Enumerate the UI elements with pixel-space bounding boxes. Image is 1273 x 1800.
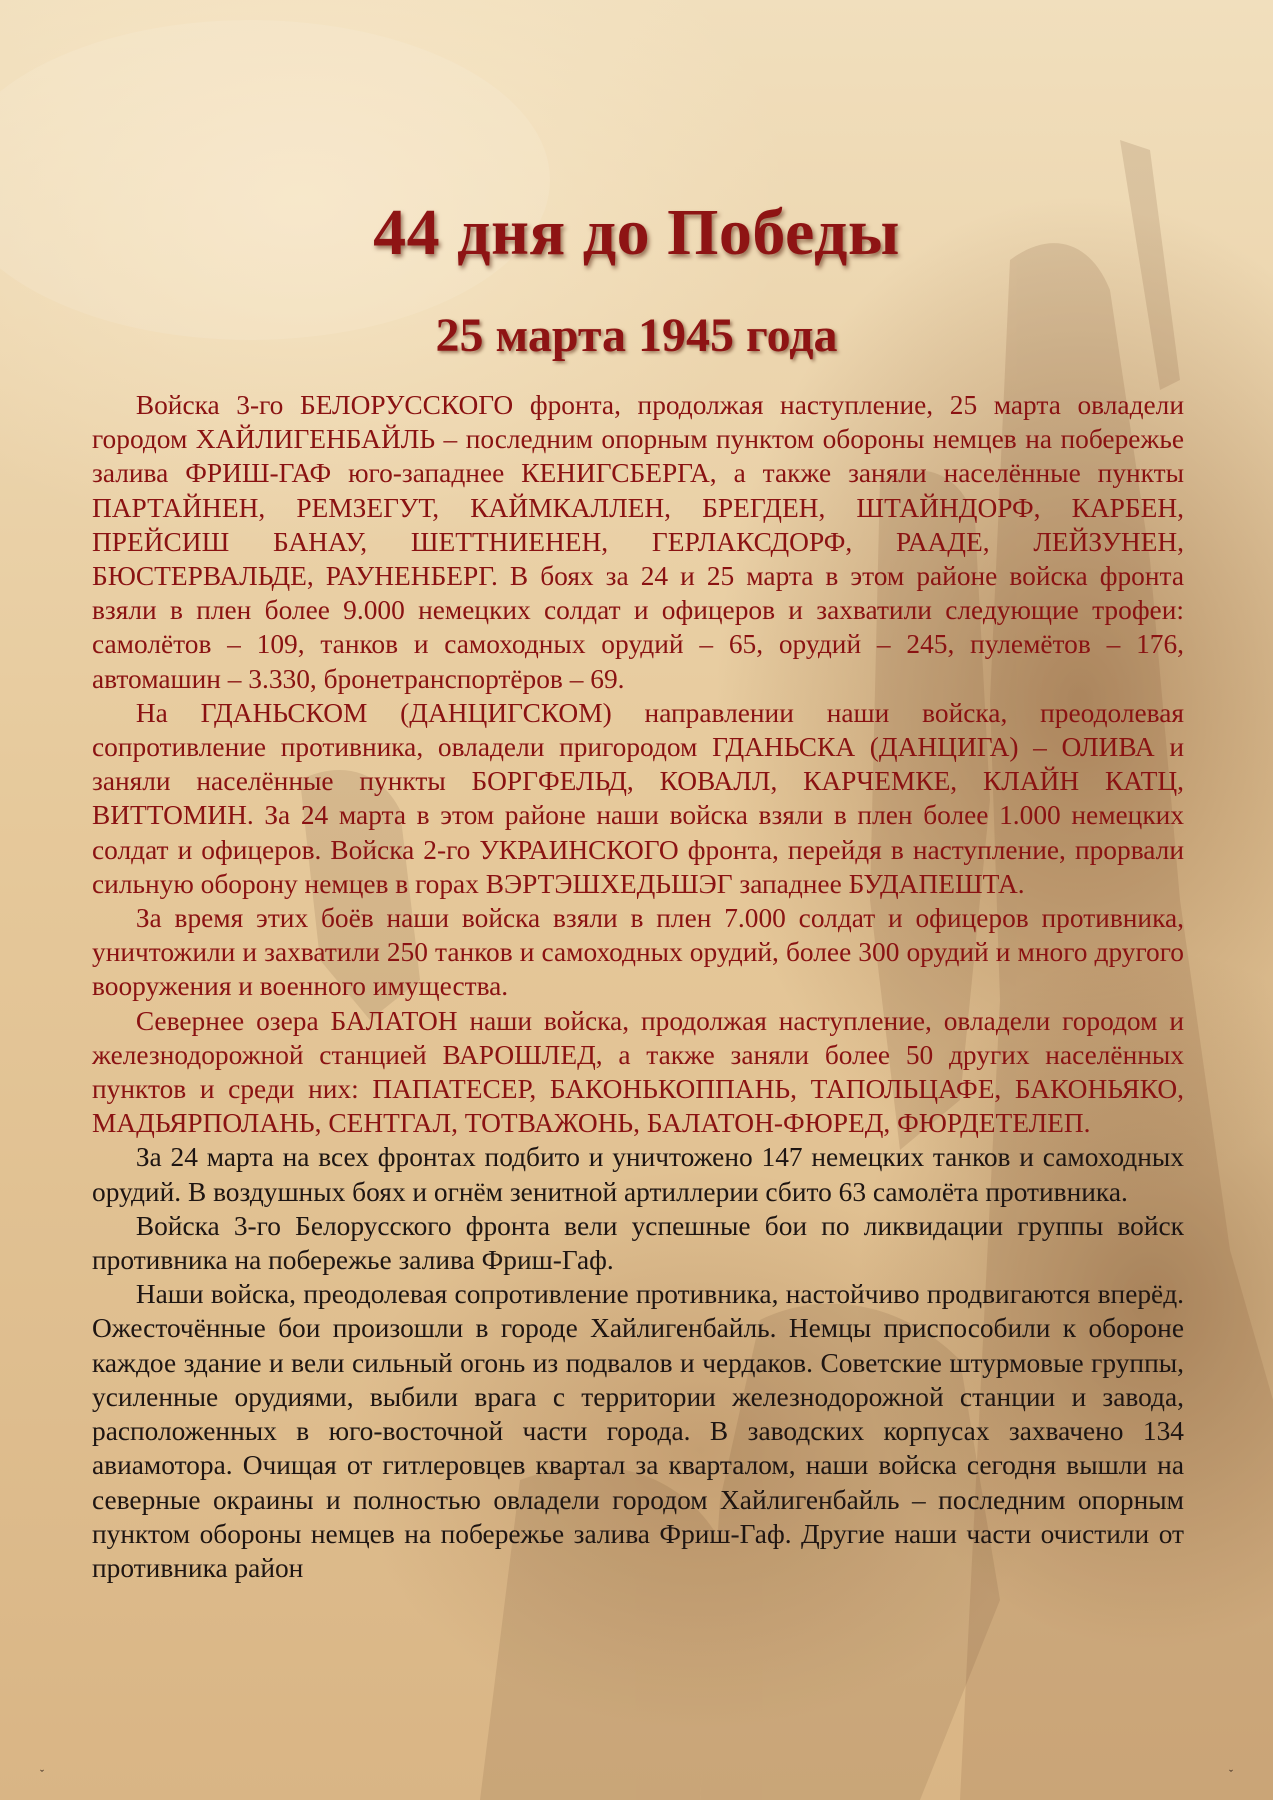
paragraph-3: За время этих боёв наши войска взяли в плен 7.000 солдат и офицеров противника, уничтожили и захватили 250 танков и самоходных орудий, более 300 орудий и много другого вооружения и военного имущества. bbox=[92, 903, 1184, 1002]
paragraph-4: Севернее озера БАЛАТОН наши войска, продолжая наступление, овладели городом и железнодорожной станцией ВАРОШЛЕД, а также заняли более 50 других населённых пунктов и среди них: ПАПАТЕСЕР, БАКОНЬКОППАНЬ, ТАПОЛЬЦАФЕ, БАКОНЬЯКО, МАДЬЯРПОЛАНЬ, СЕНТГАЛ, ТОТВАЖОНЬ, БАЛАТОН-ФЮРЕД, ФЮРДЕТЕЛЕП. bbox=[92, 1005, 1184, 1139]
page-subtitle-date: 25 марта 1945 года bbox=[435, 309, 838, 362]
page-title: 44 дня до Победы bbox=[373, 196, 900, 269]
paragraph-7: Наши войска, преодолевая сопротивление противника, настойчиво продвигаются вперёд. Ожесточённые бои произошли в городе Хайлигенбайль. Немцы приспособили к обороне каждое здание и вели сильный огонь из подвалов и чердаков. Советские штурмовые группы, усиленные орудиями, выбили врага с территории железнодорожной станции и завода, расположенных в юго-восточной части города. В заводских корпусах захвачено 134 авиамотора. Очищая от гитлеровцев квартал за кварталом, наши войска сегодня вышли на северные окраины и полностью овладели городом Хайлигенбайль – последним опорным пунктом обороны немцев на побережье залива Фриш-Гаф. Другие наши части очистили от противника район bbox=[92, 1279, 1184, 1583]
paragraph-6: Войска 3-го Белорусского фронта вели успешные бои по ликвидации группы войск противника на побережье залива Фриш-Гаф. bbox=[92, 1210, 1184, 1276]
paragraph-5: За 24 марта на всех фронтах подбито и уничтожено 147 немецких танков и самоходных орудий. В воздушных боях и огнём зенитной артиллерии сбито 63 самолёта противника. bbox=[92, 1142, 1184, 1207]
corner-mark-right: ˇ bbox=[1229, 1767, 1233, 1781]
paragraph-1: Войска 3-го БЕЛОРУССКОГО фронта, продолжая наступление, 25 марта овладели городом ХАЙЛИГЕНБАЙЛЬ – последним опорным пунктом обороны немцев на побережье залива ФРИШ-ГАФ юго-западнее КЕНИГСБЕРГА, а также заняли населённые пункты ПАРТАЙНЕН, РЕМЗЕГУТ, КАЙМКАЛЛЕН, БРЕГДЕН, ШТАЙНДОРФ, КАРБЕН, ПРЕЙСИШ БАНАУ, ШЕТТНИЕНЕН, ГЕРЛАКСДОРФ, РААДЕ, ЛЕЙЗУНЕН, БЮСТЕРВАЛЬДЕ, РАУНЕНБЕРГ. В боях за 24 и 25 марта в этом районе войска фронта взяли в плен более 9.000 немецких солдат и офицеров и захватили следующие трофеи: самолётов – 109, танков и самоходных орудий – 65, орудий – 245, пулемётов – 176, автомашин – 3.330, бронетранспортёров – 69. bbox=[92, 390, 1184, 694]
article-body bbox=[92, 388, 1184, 1585]
corner-mark-left: ˇ bbox=[40, 1767, 44, 1781]
paragraph-2: На ГДАНЬСКОМ (ДАНЦИГСКОМ) направлении наши войска, преодолевая сопротивление противника, овладели пригородом ГДАНЬСКА (ДАНЦИГА) – ОЛИВА и заняли населённые пункты БОРГФЕЛЬД, КОВАЛЛ, КАРЧЕМКЕ, КЛАЙН КАТЦ, ВИТТОМИН. За 24 марта в этом районе наши войска взяли в плен более 1.000 немецких солдат и офицеров. Войска 2-го УКРАИНСКОГО фронта, перейдя в наступление, прорвали сильную оборону немцев в горах ВЭРТЭШХЕДЬШЭГ западнее БУДАПЕШТА. bbox=[92, 697, 1184, 899]
